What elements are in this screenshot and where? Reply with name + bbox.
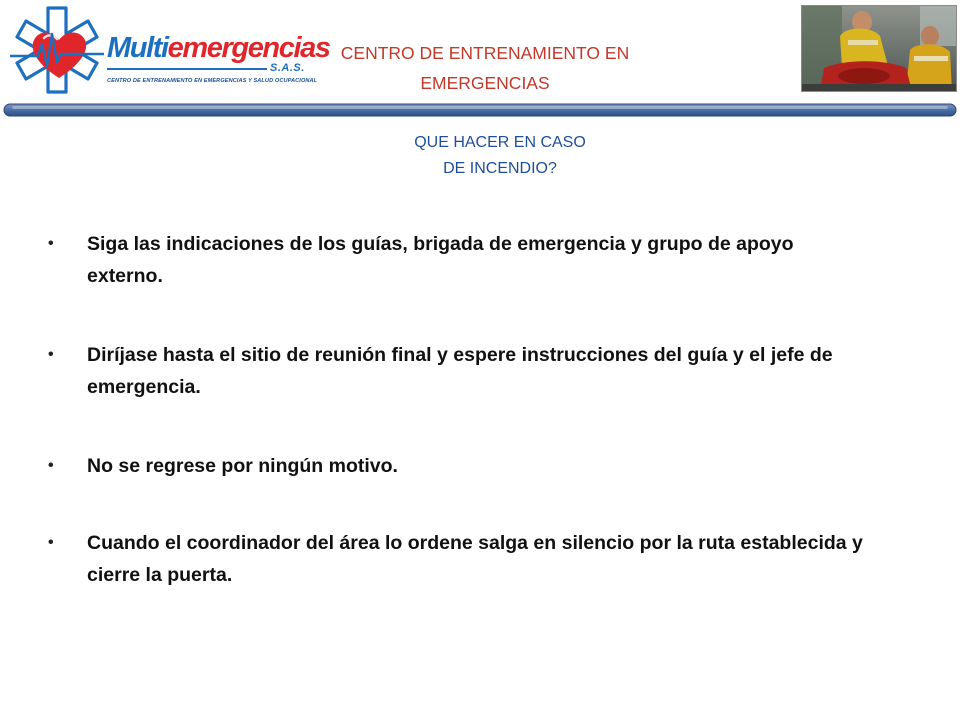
bullet-icon: • xyxy=(48,346,54,363)
section-title-line-1: QUE HACER EN CASO xyxy=(414,134,586,151)
logo-word-multi: Multi xyxy=(107,32,168,64)
slide-header xyxy=(0,0,960,100)
list-item xyxy=(48,527,868,591)
logo-word-emergencias: emergencias xyxy=(167,32,330,64)
star-of-life-icon xyxy=(4,4,114,96)
logo-legal-suffix: S.A.S. xyxy=(270,62,305,74)
list-item-text: Siga las indicaciones de los guías, brigada de emergencia y grupo de apoyo externo. xyxy=(87,233,794,287)
list-item xyxy=(48,339,868,403)
list-item-text: No se regrese por ningún motivo. xyxy=(87,455,398,477)
multiemergencias-logo xyxy=(4,4,330,96)
list-item-text: Cuando el coordinador del área lo ordene salga en silencio por la ruta establecida y cierre la puerta. xyxy=(87,532,863,586)
bullet-icon: • xyxy=(48,457,54,474)
header-divider-bar xyxy=(0,103,960,118)
instruction-list xyxy=(48,228,868,638)
section-title-line-2: DE INCENDIO? xyxy=(443,160,557,177)
list-item-text: Diríjase hasta el sitio de reunión final y espere instrucciones del guía y el jefe de emergencia. xyxy=(87,344,833,398)
header-title-line-2: EMERGENCIAS xyxy=(420,73,550,93)
logo-wordmark xyxy=(107,34,330,63)
bullet-icon: • xyxy=(48,534,54,551)
logo-underline xyxy=(107,68,267,70)
section-title xyxy=(360,130,640,182)
logo-tagline: CENTRO DE ENTRENAMIENTO EN EMERGENCIAS Y SALUD OCUPACIONAL xyxy=(107,78,318,84)
header-title-line-1: CENTRO DE ENTRENAMIENTO EN xyxy=(340,43,630,63)
list-item xyxy=(48,450,868,482)
emergency-rescue-photo xyxy=(801,5,957,92)
header-title xyxy=(300,38,670,98)
list-item xyxy=(48,228,868,292)
bullet-icon: • xyxy=(48,235,54,252)
